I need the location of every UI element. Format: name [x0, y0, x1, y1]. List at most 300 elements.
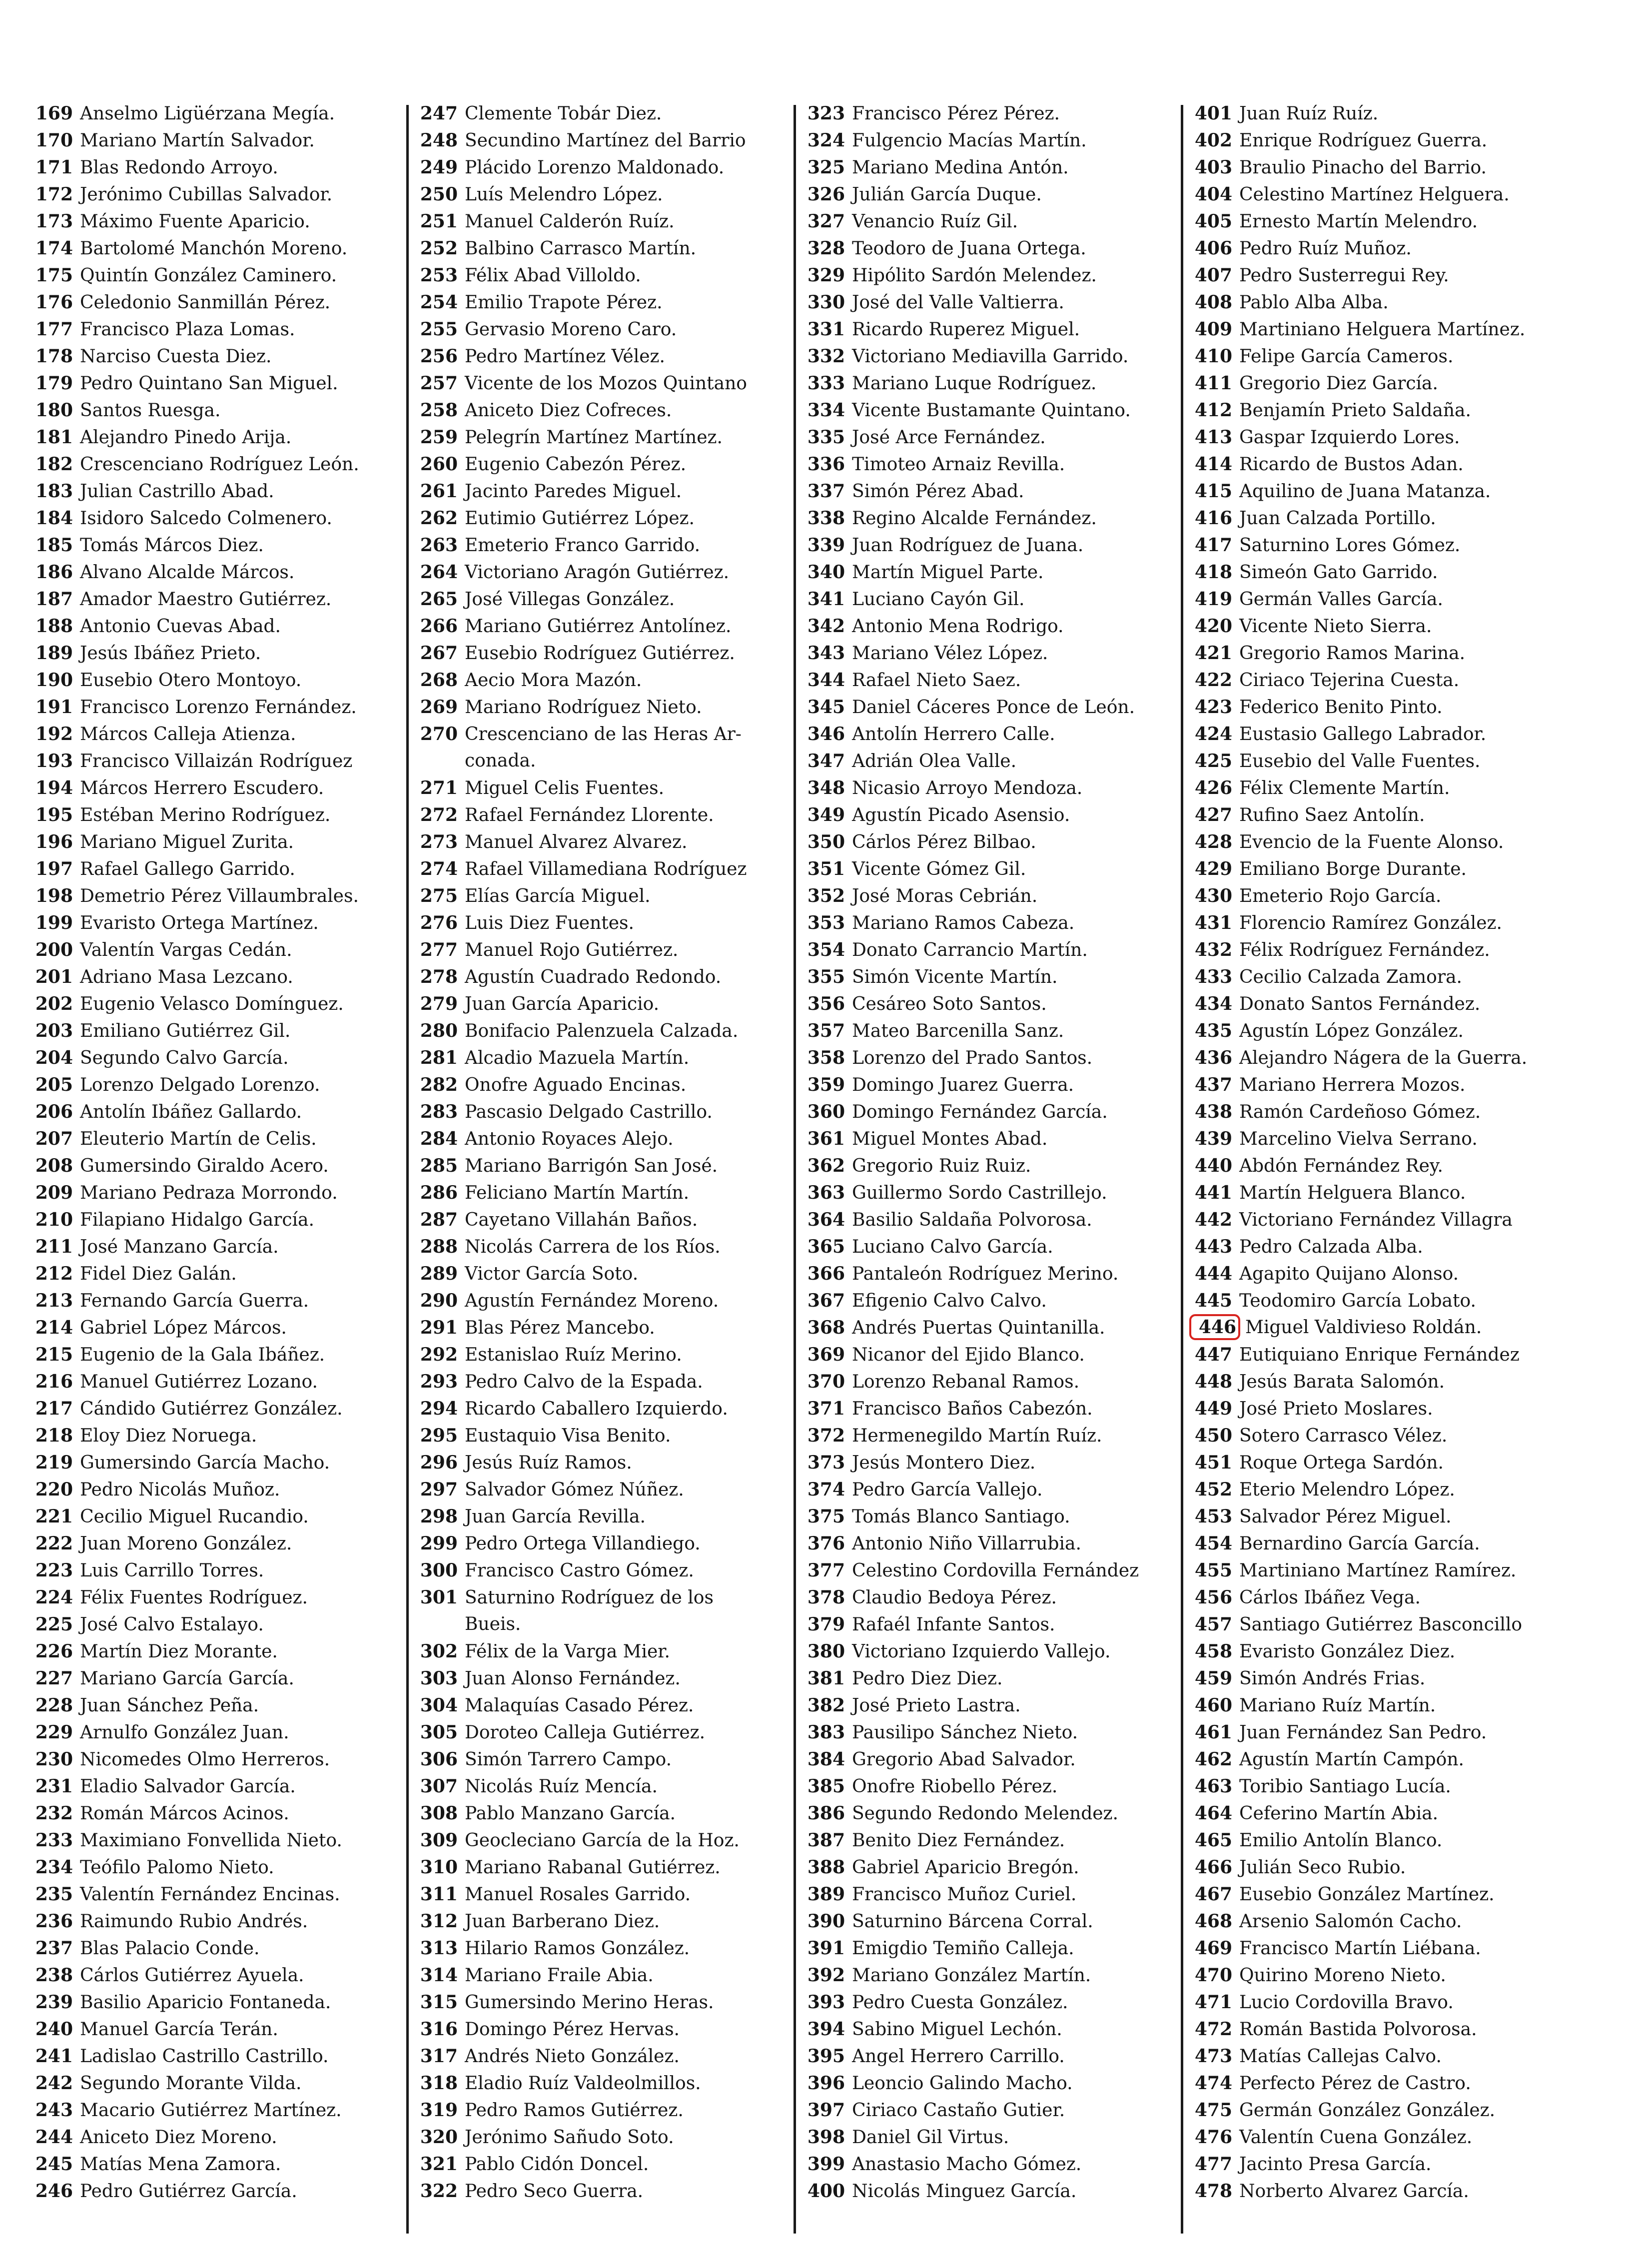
list-item: [415, 1314, 800, 1341]
entry-name: Manuel García Terán.: [80, 2019, 278, 2040]
name-list-column-1: [30, 100, 415, 2205]
entry-number: 371: [807, 1398, 845, 1419]
list-item: [30, 2151, 415, 2178]
entry-name: Mariano González Martín.: [852, 1965, 1091, 1986]
list-item: [1189, 127, 1574, 154]
entry-name: Francisco Lorenzo Fernández.: [80, 697, 357, 718]
list-item: [415, 1287, 800, 1314]
entry-name: Hermenegildo Martín Ruíz.: [852, 1426, 1102, 1446]
entry-name: Ladislao Castrillo Castrillo.: [80, 2046, 329, 2067]
entry-name: Anselmo Ligüérzana Megía.: [80, 103, 335, 124]
entry-number: 370: [807, 1371, 845, 1392]
entry-name: Eustasio Gallego Labrador.: [1239, 724, 1487, 745]
entry-number: 213: [35, 1290, 73, 1311]
entry-name: Teodomiro García Lobato.: [1239, 1291, 1476, 1311]
entry-number: 206: [35, 1101, 73, 1122]
list-item: [1189, 640, 1574, 667]
entry-number: 348: [807, 777, 845, 798]
entry-number: 209: [35, 1182, 73, 1203]
entry-number: 207: [35, 1128, 73, 1149]
entry-name: Norberto Alvarez García.: [1239, 2181, 1469, 2202]
entry-name: Pedro Ortega Villandiego.: [465, 1533, 701, 1554]
entry-number: 372: [807, 1425, 845, 1446]
list-item: [1189, 154, 1574, 181]
entry-number: 286: [420, 1182, 458, 1203]
entry-number: 303: [420, 1668, 458, 1689]
list-item: [415, 1827, 800, 1854]
entry-number: 335: [807, 427, 845, 448]
list-item: [415, 208, 800, 235]
entry-name: Gumersindo García Macho.: [80, 1453, 330, 1473]
entry-number: 193: [35, 751, 73, 771]
list-item: [415, 100, 800, 127]
entry-number: 179: [35, 373, 73, 394]
entry-name: Simón Tarrero Campo.: [465, 1749, 672, 1770]
list-item: [1189, 2124, 1574, 2151]
entry-number: 259: [420, 427, 458, 448]
entry-number: 373: [807, 1452, 845, 1473]
entry-name: Alvano Alcalde Márcos.: [80, 562, 295, 583]
entry-name: Saturnino Lores Gómez.: [1239, 535, 1461, 556]
list-item: [802, 370, 1187, 397]
entry-name: Agustín López González.: [1239, 1021, 1464, 1041]
entry-number: 462: [1194, 1749, 1232, 1770]
entry-name: Eladio Ruíz Valdeolmillos.: [465, 2073, 701, 2094]
entry-number: 359: [807, 1074, 845, 1095]
entry-number: 271: [420, 777, 458, 798]
entry-number: 357: [807, 1020, 845, 1041]
entry-name: Santos Ruesga.: [80, 400, 221, 421]
entry-number: 355: [807, 966, 845, 987]
list-item: [802, 1962, 1187, 1989]
list-item: [1189, 1314, 1574, 1341]
entry-number: 403: [1194, 157, 1232, 178]
entry-number: 171: [35, 157, 73, 178]
list-item: [30, 2097, 415, 2124]
list-item: [30, 909, 415, 936]
entry-name: Blas Redondo Arroyo.: [80, 157, 278, 178]
entry-name: Jesús Ruíz Ramos.: [465, 1453, 632, 1473]
entry-number: 342: [807, 616, 845, 637]
name-list-column-2: [415, 100, 800, 2205]
list-item: [30, 748, 415, 774]
list-item: [415, 2178, 800, 2205]
list-item: [30, 316, 415, 343]
entry-number: 280: [420, 1020, 458, 1041]
entry-number: 283: [420, 1101, 458, 1122]
entry-name: Onofre Riobello Pérez.: [852, 1776, 1058, 1797]
entry-name: Gregorio Ruiz Ruiz.: [852, 1156, 1031, 1176]
entry-number: 263: [420, 535, 458, 556]
list-item: [1189, 397, 1574, 424]
entry-number: 323: [807, 103, 845, 124]
entry-number: 454: [1194, 1533, 1232, 1554]
entry-number: 278: [420, 966, 458, 987]
entry-number: 332: [807, 346, 845, 367]
name-list-column-4: [1189, 100, 1574, 2205]
list-item: [30, 262, 415, 289]
list-item: [802, 343, 1187, 370]
entry-name: Juan Ruíz Ruíz.: [1239, 103, 1379, 124]
entry-name: Blas Palacio Conde.: [80, 1938, 260, 1959]
list-item: [1189, 1179, 1574, 1206]
list-item: [1189, 451, 1574, 478]
list-item: [30, 882, 415, 909]
entry-name: Benjamín Prieto Saldaña.: [1239, 400, 1471, 421]
entry-number: 287: [420, 1209, 458, 1230]
list-item: [1189, 1827, 1574, 1854]
list-item: [30, 1935, 415, 1962]
list-item: [802, 990, 1187, 1017]
entry-name: Bonifacio Palenzuela Calzada.: [465, 1021, 739, 1041]
entry-number: 451: [1194, 1452, 1232, 1473]
list-item: [415, 532, 800, 559]
entry-number: 296: [420, 1452, 458, 1473]
entry-name: Antonio Cuevas Abad.: [80, 616, 281, 637]
list-item: [30, 2043, 415, 2070]
entry-number: 275: [420, 885, 458, 906]
list-item: [30, 1395, 415, 1422]
entry-name: Aniceto Diez Moreno.: [80, 2127, 277, 2148]
entry-number: 384: [807, 1749, 845, 1770]
list-item: [30, 1233, 415, 1260]
entry-name: Alejandro Pinedo Arija.: [80, 427, 292, 448]
entry-number: 368: [807, 1317, 845, 1338]
entry-number: 269: [420, 697, 458, 718]
entry-name: Pedro Seco Guerra.: [465, 2181, 644, 2202]
entry-name: Luis Diez Fuentes.: [465, 913, 634, 933]
list-item: [1189, 2151, 1574, 2178]
list-item: [1189, 2178, 1574, 2205]
entry-name: Salvador Gómez Núñez.: [465, 1480, 684, 1500]
list-item: [1189, 2043, 1574, 2070]
entry-number: 397: [807, 2100, 845, 2121]
entry-number: 344: [807, 670, 845, 691]
entry-name: Pablo Manzano García.: [465, 1803, 676, 1824]
list-item: [802, 505, 1187, 532]
list-item: [802, 478, 1187, 505]
list-item: [415, 936, 800, 963]
entry-number: 449: [1194, 1398, 1232, 1419]
entry-name: Rafaél Infante Santos.: [852, 1614, 1055, 1635]
entry-name: Márcos Calleja Atienza.: [80, 724, 296, 745]
entry-number: 291: [420, 1317, 458, 1338]
entry-number: 316: [420, 2019, 458, 2040]
entry-name: Manuel Calderón Ruíz.: [465, 211, 675, 232]
entry-name: Onofre Aguado Encinas.: [465, 1075, 687, 1095]
entry-name: Demetrio Pérez Villaumbrales.: [80, 886, 359, 906]
entry-number: 182: [35, 454, 73, 475]
entry-name: Simón Andrés Frias.: [1239, 1668, 1426, 1689]
entry-number: 433: [1194, 966, 1232, 987]
entry-name: Rafael Villamediana Rodríguez: [465, 859, 747, 879]
list-item: [415, 1395, 800, 1422]
entry-name: Mariano Gutiérrez Antolínez.: [465, 616, 732, 637]
entry-number: 232: [35, 1803, 73, 1824]
entry-name: Pedro Nicolás Muñoz.: [80, 1480, 280, 1500]
entry-name: Ciriaco Tejerina Cuesta.: [1239, 670, 1460, 691]
list-item: [415, 1017, 800, 1044]
entry-name: Pedro Ramos Gutiérrez.: [465, 2100, 684, 2121]
list-item: [802, 1665, 1187, 1692]
list-item: [30, 1692, 415, 1719]
entry-number: 378: [807, 1587, 845, 1608]
list-item: [415, 235, 800, 262]
entry-number: 356: [807, 993, 845, 1014]
list-item: [802, 181, 1187, 208]
list-item: [415, 1773, 800, 1800]
entry-number: 309: [420, 1830, 458, 1851]
entry-number: 330: [807, 292, 845, 313]
entry-name: Emilio Antolín Blanco.: [1239, 1830, 1443, 1851]
entry-number: 470: [1194, 1965, 1232, 1986]
list-item: [802, 1071, 1187, 1098]
list-item: [415, 1557, 800, 1584]
list-item: [30, 1530, 415, 1557]
list-item: [802, 613, 1187, 640]
entry-number: 429: [1194, 858, 1232, 879]
entry-number: 456: [1194, 1587, 1232, 1608]
entry-number: 198: [35, 885, 73, 906]
entry-name: Antonio Mena Rodrigo.: [852, 616, 1064, 637]
list-item: [415, 2070, 800, 2097]
list-item: [30, 774, 415, 801]
list-item: [30, 2070, 415, 2097]
entry-name: Gabriel López Márcos.: [80, 1318, 287, 1338]
list-item: [802, 1422, 1187, 1449]
list-item: [802, 1125, 1187, 1152]
list-item: [30, 1584, 415, 1611]
entry-number: 425: [1194, 751, 1232, 771]
list-item: [30, 1044, 415, 1071]
entry-name: Saturnino Bárcena Corral.: [852, 1911, 1093, 1932]
list-item: [30, 667, 415, 694]
entry-number: 253: [420, 265, 458, 286]
entry-name: Ricardo de Bustos Adan.: [1239, 454, 1464, 475]
list-item: [415, 1125, 800, 1152]
entry-name: Crescenciano de las Heras Ar-: [465, 724, 742, 745]
entry-name: Mariano Fraile Abia.: [465, 1965, 654, 1986]
entry-name: Francisco Martín Liébana.: [1239, 1938, 1481, 1959]
entry-name: Mariano Martín Salvador.: [80, 130, 315, 151]
entry-number: 390: [807, 1911, 845, 1932]
list-item: [1189, 1719, 1574, 1746]
entry-name: Gumersindo Merino Heras.: [465, 1992, 714, 2013]
entry-name: Mariano Pedraza Morrondo.: [80, 1183, 338, 1203]
entry-number: 252: [420, 238, 458, 259]
entry-name: Elías García Miguel.: [465, 886, 651, 906]
entry-name: Lorenzo Rebanal Ramos.: [852, 1372, 1080, 1392]
list-item: [30, 1098, 415, 1125]
entry-name: Guillermo Sordo Castrillejo.: [852, 1183, 1107, 1203]
list-item: [30, 828, 415, 855]
list-item: [1189, 1287, 1574, 1314]
list-item: [1189, 559, 1574, 586]
list-item: [30, 424, 415, 451]
entry-number: 184: [35, 508, 73, 529]
list-item: [1189, 801, 1574, 828]
entry-name: Mariano Rabanal Gutiérrez.: [465, 1857, 721, 1878]
list-item: [802, 1530, 1187, 1557]
list-item: [415, 1665, 800, 1692]
entry-number: 369: [807, 1344, 845, 1365]
entry-number: 186: [35, 562, 73, 583]
entry-name: Enrique Rodríguez Guerra.: [1239, 130, 1488, 151]
list-item: [30, 1719, 415, 1746]
entry-name: Gabriel Aparicio Bregón.: [852, 1857, 1079, 1878]
list-item: [802, 694, 1187, 721]
list-item: [1189, 1962, 1574, 1989]
list-item: [802, 1179, 1187, 1206]
list-item: [802, 1692, 1187, 1719]
entry-name: Bartolomé Manchón Moreno.: [80, 238, 348, 259]
entry-name: Martiniano Martínez Ramírez.: [1239, 1560, 1517, 1581]
entry-number: 219: [35, 1452, 73, 1473]
entry-name: Lorenzo del Prado Santos.: [852, 1048, 1093, 1068]
list-item: [802, 235, 1187, 262]
entry-number: 408: [1194, 292, 1232, 313]
entry-number: 422: [1194, 670, 1232, 691]
entry-name: Román Márcos Acinos.: [80, 1803, 289, 1824]
list-item: [1189, 1476, 1574, 1503]
entry-number: 180: [35, 400, 73, 421]
entry-name: Germán González González.: [1239, 2100, 1496, 2121]
list-item: [415, 1044, 800, 1071]
column-divider: [406, 105, 409, 2234]
entry-number: 400: [807, 2181, 845, 2202]
entry-name: Daniel Cáceres Ponce de León.: [852, 697, 1135, 718]
list-item: [802, 667, 1187, 694]
entry-number: 421: [1194, 643, 1232, 664]
list-item: [802, 1314, 1187, 1341]
entry-name: Vicente de los Mozos Quintano: [465, 373, 747, 394]
entry-name: Matías Callejas Calvo.: [1239, 2046, 1442, 2067]
entry-number: 367: [807, 1290, 845, 1311]
list-item: [1189, 1395, 1574, 1422]
entry-number: 192: [35, 724, 73, 745]
list-item: [30, 1611, 415, 1638]
entry-number: 409: [1194, 319, 1232, 340]
list-item: [1189, 1422, 1574, 1449]
list-item: [802, 208, 1187, 235]
entry-number: 413: [1194, 427, 1232, 448]
entry-name: Eugenio Velasco Domínguez.: [80, 994, 344, 1014]
entry-name: Pausilipo Sánchez Nieto.: [852, 1722, 1078, 1743]
list-item: [802, 1719, 1187, 1746]
entry-name: Gregorio Abad Salvador.: [852, 1749, 1076, 1770]
list-item: [415, 1449, 800, 1476]
list-item: [802, 1854, 1187, 1881]
entry-name: Gregorio Ramos Marina.: [1239, 643, 1466, 664]
entry-name: Segundo Morante Vilda.: [80, 2073, 302, 2094]
entry-name: Salvador Pérez Miguel.: [1239, 1507, 1452, 1527]
entry-number-circled: 446: [1189, 1314, 1240, 1340]
entry-number: 418: [1194, 562, 1232, 583]
entry-name: Cecilio Calzada Zamora.: [1239, 967, 1462, 987]
list-item: [415, 1098, 800, 1125]
entry-number: 317: [420, 2046, 458, 2067]
list-item: [802, 1341, 1187, 1368]
list-item: [1189, 990, 1574, 1017]
list-item: [415, 289, 800, 316]
entry-number: 396: [807, 2073, 845, 2094]
entry-name: Sabino Miguel Lechón.: [852, 2019, 1062, 2040]
entry-number: 305: [420, 1722, 458, 1743]
entry-number: 452: [1194, 1479, 1232, 1500]
entry-name: Abdón Fernández Rey.: [1239, 1156, 1443, 1176]
list-item: [802, 1206, 1187, 1233]
entry-number: 236: [35, 1911, 73, 1932]
entry-number: 464: [1194, 1803, 1232, 1824]
entry-number: 250: [420, 184, 458, 205]
list-item: [802, 801, 1187, 828]
list-item: [415, 1071, 800, 1098]
entry-number: 293: [420, 1371, 458, 1392]
entry-number: 226: [35, 1641, 73, 1662]
entry-number: 375: [807, 1506, 845, 1527]
entry-number: 211: [35, 1236, 73, 1257]
entry-name: Santiago Gutiérrez Basconcillo: [1239, 1614, 1523, 1635]
entry-name: Martín Helguera Blanco.: [1239, 1183, 1466, 1203]
entry-number: 170: [35, 130, 73, 151]
entry-name: Raimundo Rubio Andrés.: [80, 1911, 308, 1932]
entry-name: Quirino Moreno Nieto.: [1239, 1965, 1446, 1986]
list-item: [1189, 2097, 1574, 2124]
entry-number: 228: [35, 1695, 73, 1716]
list-item: [415, 1368, 800, 1395]
entry-name: Amador Maestro Gutiérrez.: [80, 589, 332, 610]
entry-name: Eladio Salvador García.: [80, 1776, 296, 1797]
entry-number: 364: [807, 1209, 845, 1230]
entry-name: Antonio Royaces Alejo.: [465, 1129, 674, 1149]
list-item: [802, 1287, 1187, 1314]
list-item: [802, 1368, 1187, 1395]
list-item: [802, 748, 1187, 774]
entry-number: 360: [807, 1101, 845, 1122]
entry-number: 235: [35, 1884, 73, 1905]
entry-name: Rafael Gallego Garrido.: [80, 859, 295, 879]
entry-name: José Moras Cebrián.: [852, 886, 1038, 906]
list-item: [415, 1260, 800, 1287]
list-item: [802, 855, 1187, 882]
entry-name: Miguel Celis Fuentes.: [465, 778, 665, 798]
entry-name: Arnulfo González Juan.: [80, 1722, 289, 1743]
entry-name: Manuel Alvarez Alvarez.: [465, 832, 688, 852]
entry-number: 426: [1194, 777, 1232, 798]
list-item: [415, 1611, 800, 1638]
list-item: [802, 1881, 1187, 1908]
entry-name: Domingo Juarez Guerra.: [852, 1075, 1074, 1095]
entry-number: 339: [807, 535, 845, 556]
list-item: [1189, 936, 1574, 963]
entry-name: Agapito Quijano Alonso.: [1239, 1264, 1459, 1284]
entry-number: 297: [420, 1479, 458, 1500]
list-item: [1189, 909, 1574, 936]
list-item: [415, 613, 800, 640]
list-item: [30, 1908, 415, 1935]
list-item: [415, 1881, 800, 1908]
list-item: [1189, 1260, 1574, 1287]
entry-name: Pablo Alba Alba.: [1239, 292, 1389, 313]
entry-name: Estéban Merino Rodríguez.: [80, 805, 331, 825]
list-item: [1189, 2070, 1574, 2097]
entry-number: 325: [807, 157, 845, 178]
entry-name: Benito Diez Fernández.: [852, 1830, 1065, 1851]
entry-number: 387: [807, 1830, 845, 1851]
list-item: [30, 801, 415, 828]
entry-number: 424: [1194, 724, 1232, 745]
list-item: [30, 1341, 415, 1368]
